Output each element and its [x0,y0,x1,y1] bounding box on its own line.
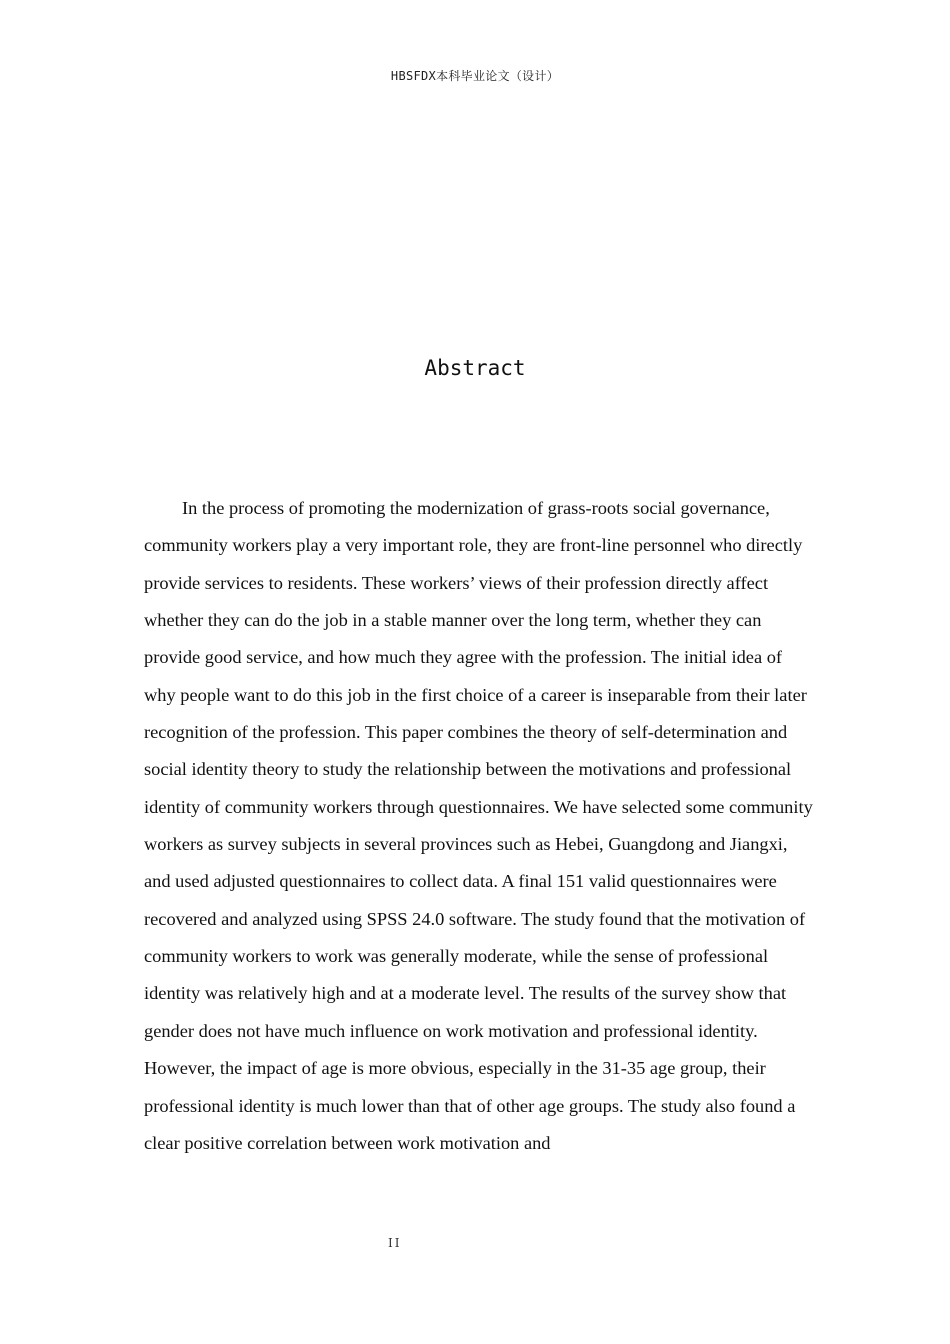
section-title: Abstract [424,356,526,380]
running-header: HBSFDX本科毕业论文（设计） [390,69,560,83]
page-number: II [388,1236,402,1250]
abstract-paragraph: In the process of promoting the modernization of grass-roots social governance, community workers play a very important role, they are front-line personnel who directly provide services to residents. These workers’ views of their profession directly affect whether they can do the job in a stable manner over the long term, whether they can provide good service, and how much they agree with the profession. The initial idea of why people want to do this job in the first choice of a career is inseparable from their later recognition of the profession. This paper combines the theory of self-determination and social identity theory to study the relationship between the motivations and professional identity of community workers through questionnaires. We have selected some community workers as survey subjects in several provinces such as Hebei, Guangdong and Jiangxi, and used adjusted questionnaires to collect data. A final 151 valid questionnaires were recovered and analyzed using SPSS 24.0 software. The study found that the motivation of community workers to work was generally moderate, while the sense of professional identity was relatively high and at a moderate level. The results of the survey show that gender does not have much influence on work motivation and professional identity. However, the impact of age is more obvious, especially in the 31-35 age group, their professional identity is much lower than that of other age groups. The study also found a clear positive correlation between work motivation and [144,498,813,1153]
